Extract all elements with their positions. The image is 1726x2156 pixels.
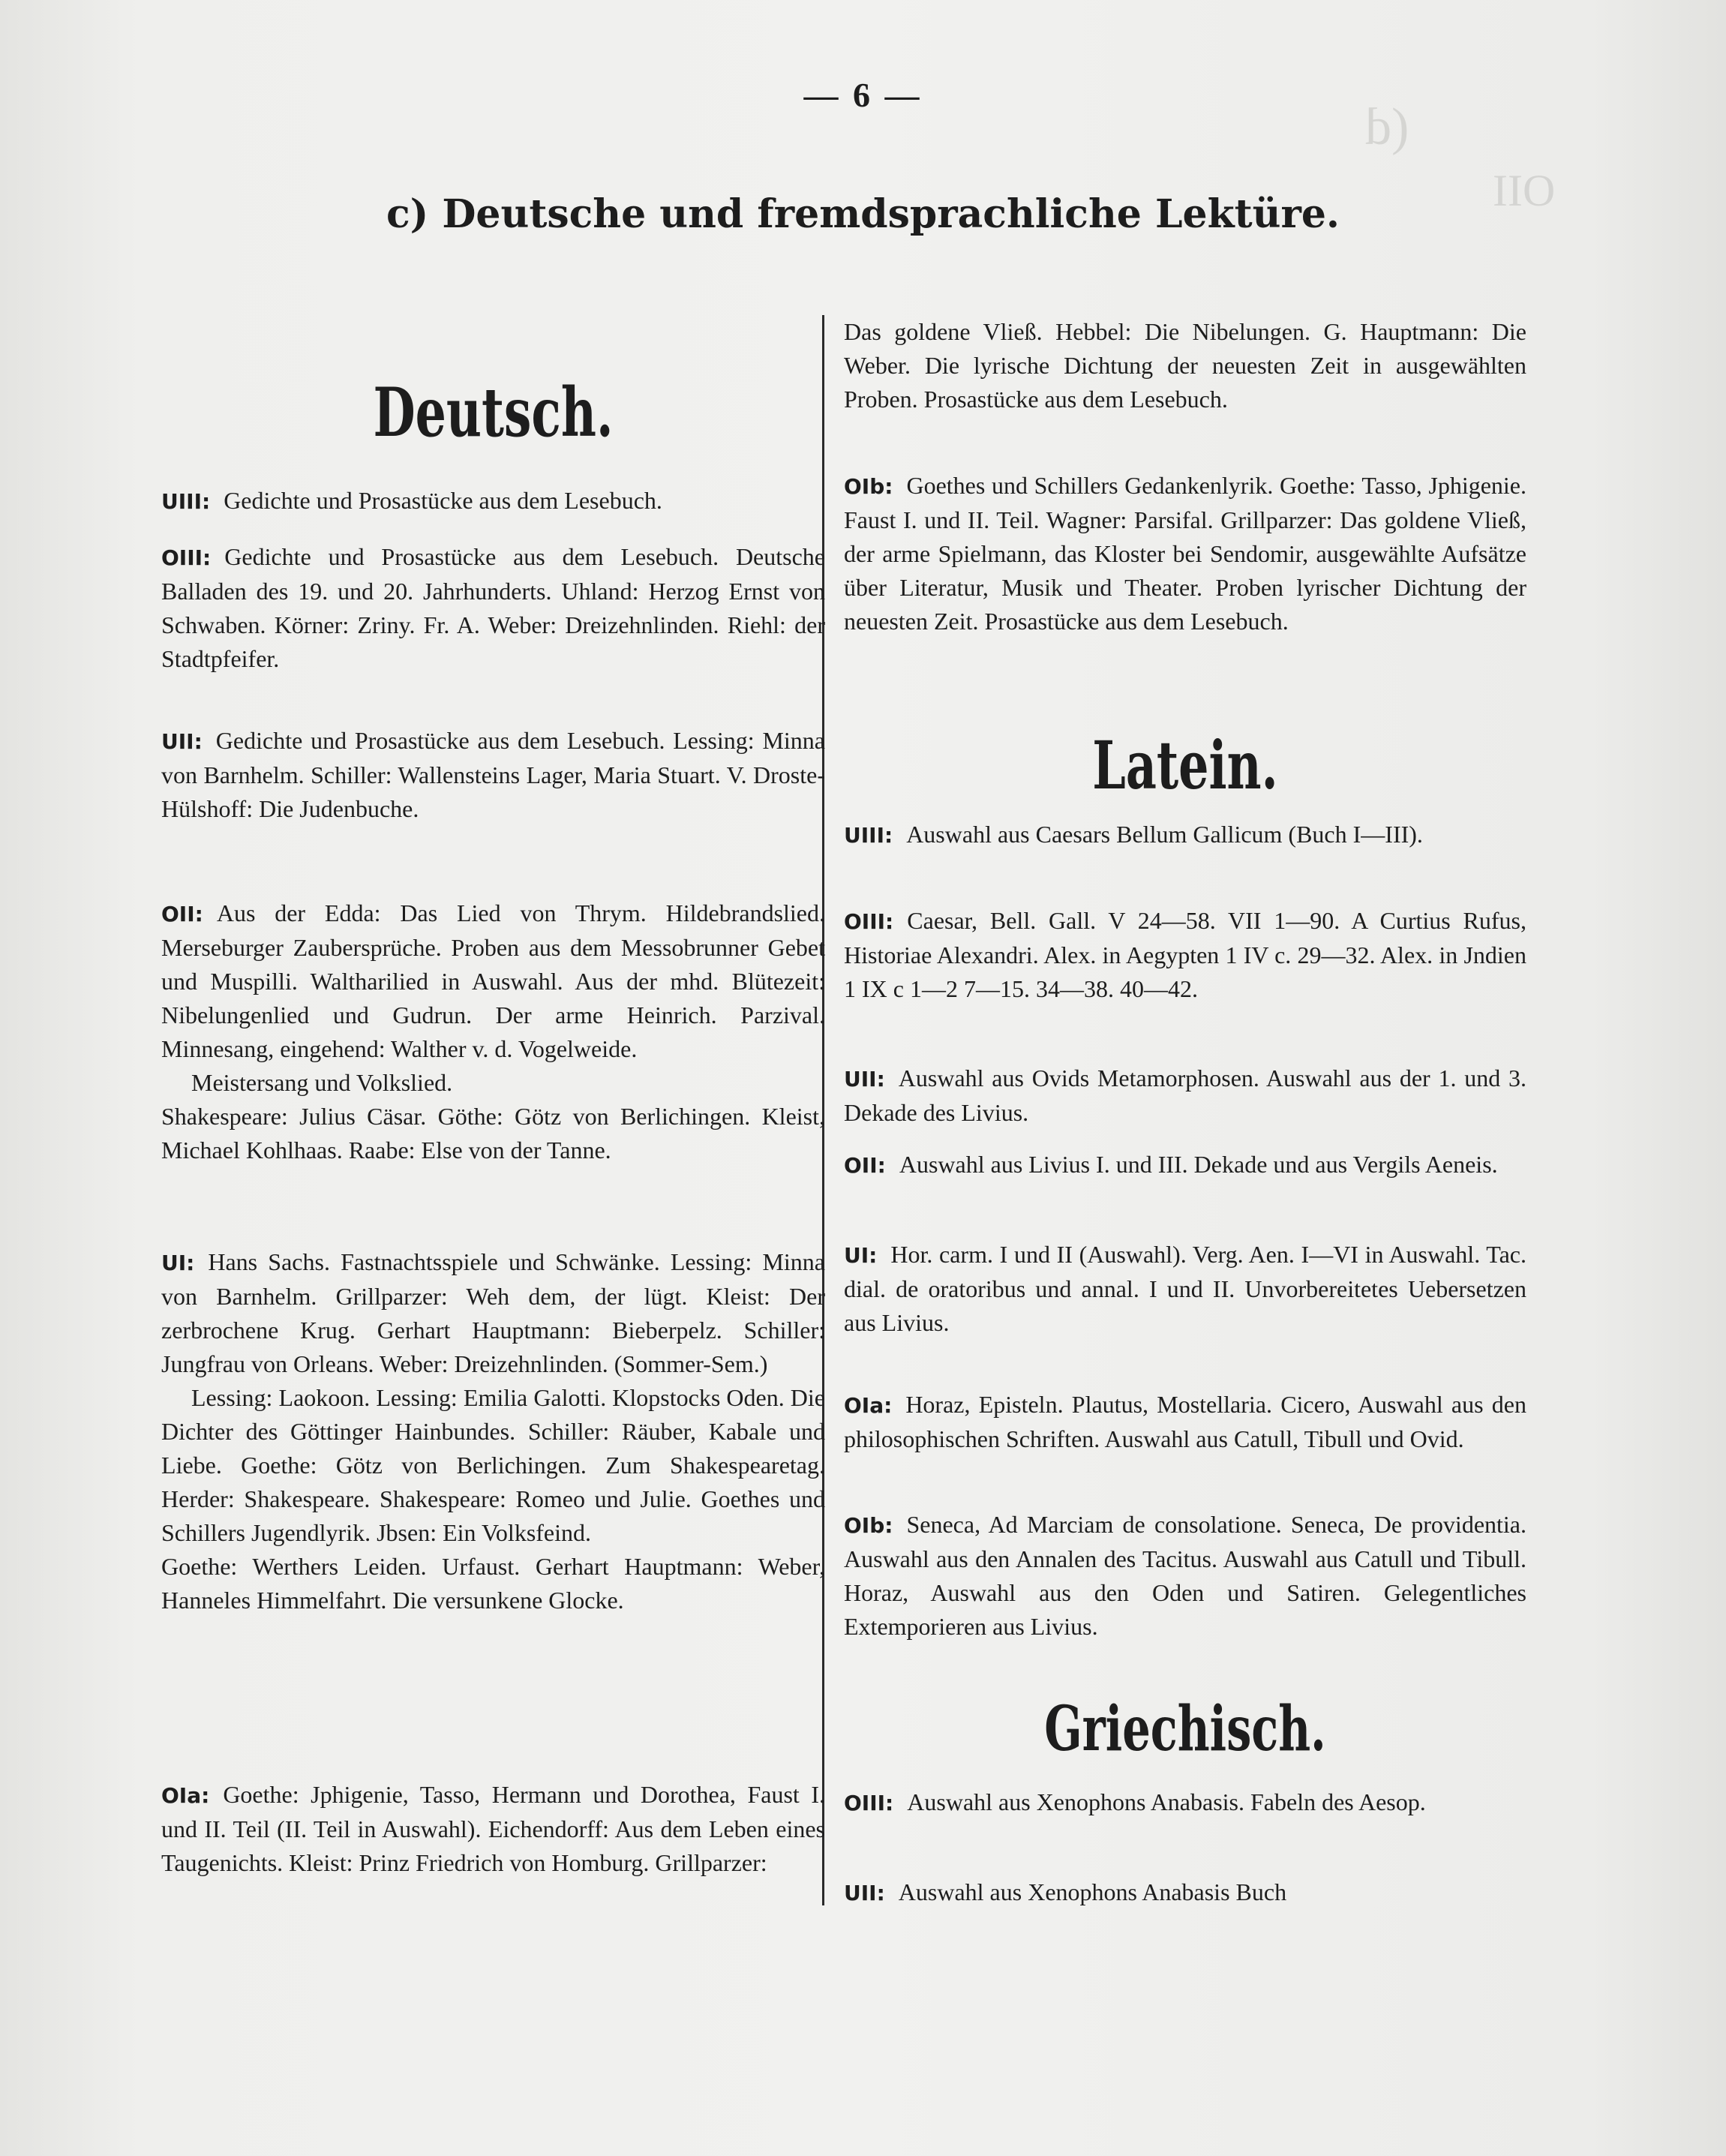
- class-label: UII:: [844, 1881, 885, 1905]
- entry-text: Hans Sachs. Fastnachtsspiele und Schwänke. Lessing: Minna von Barnhelm. Grillparzer: Weh dem, der lügt. Kleist: Der zerbrochene Krug. Gerhart Hauptmann: Bieberpelz. Schiller: Jungfrau von Orleans. Weber: Dreizehnlinden. (Sommer-Sem.): [161, 1248, 825, 1377]
- class-label: UIII:: [844, 823, 893, 848]
- deutsch-entry-oia: [161, 1778, 825, 1880]
- latein-entry-uiii: [844, 818, 1526, 852]
- class-label: OIb:: [844, 1513, 893, 1538]
- entry-text: Gedichte und Prosastücke aus dem Lesebuch. Lessing: Minna von Barnhelm. Schiller: Wallensteins Lager, Maria Stuart. V. Droste-Hülshoff: Die Judenbuche.: [161, 727, 825, 822]
- class-label: OIa:: [844, 1393, 893, 1418]
- latein-entry-ui: [844, 1238, 1526, 1340]
- deutsch-continuation: [844, 315, 1526, 416]
- deutsch-entry-uii: [161, 724, 825, 826]
- page-number: — 6 —: [803, 76, 923, 114]
- entry-text: Meistersang und Volkslied.: [191, 1069, 453, 1096]
- entry-text: Caesar, Bell. Gall. V 24—58. VII 1—90. A Curtius Rufus, Historiae Alexandri. Alex. in Aegypten 1 IV c. 29—32. Alex. in Jndien 1 IX c 1—2 7—15. 34—38. 40—42.: [844, 907, 1526, 1002]
- latein-entry-oib: [844, 1508, 1526, 1644]
- griechisch-entry-oiii: [844, 1785, 1526, 1820]
- entry-text: Hor. carm. I und II (Auswahl). Verg. Aen. I—VI in Auswahl. Tac. dial. de oratoribus und annal. I und II. Unvorbereitetes Uebersetzen aus Livius.: [844, 1241, 1526, 1336]
- entry-text: Gedichte und Prosastücke aus dem Lesebuch. Deutsche Balladen des 19. und 20. Jahrhunderts. Uhland: Herzog Ernst von Schwaben. Körner: Zriny. Fr. A. Weber: Dreizehnlinden. Riehl: der Stadtpfeifer.: [161, 543, 825, 672]
- latein-entry-oiii: [844, 904, 1526, 1006]
- class-label: UII:: [844, 1067, 885, 1092]
- entry-text: Horaz, Episteln. Plautus, Mostellaria. Cicero, Auswahl aus den philosophischen Schriften. Auswahl aus Catull, Tibull und Ovid.: [844, 1391, 1526, 1452]
- entry-text: Auswahl aus Ovids Metamorphosen. Auswahl aus der 1. und 3. Dekade des Livius.: [844, 1064, 1526, 1126]
- entry-text: Aus der Edda: Das Lied von Thrym. Hildebrandslied. Merseburger Zaubersprüche. Proben aus dem Messobrunner Gebet und Muspilli. Waltharilied in Auswahl. Aus der mhd. Blütezeit: Nibelungenlied und Gudrun. Der arme Heinrich. Parzival. Minnesang, eingehend: Walther v. d. Vogelweide.: [161, 899, 825, 1062]
- entry-text: Seneca, Ad Marciam de consolatione. Seneca, De providentia. Auswahl aus den Annalen des Tacitus. Auswahl aus Catull und Tibull. Horaz, Auswahl aus den Oden und Satiren. Gelegentliches Extemporieren aus Livius.: [844, 1511, 1526, 1640]
- deutsch-entry-oib: [844, 469, 1526, 638]
- heading-griechisch: Griechisch.: [1044, 1693, 1326, 1765]
- class-label: UI:: [844, 1243, 878, 1268]
- deutsch-entry-oii: [161, 896, 825, 1167]
- entry-text: Das goldene Vließ. Hebbel: Die Nibelungen. G. Hauptmann: Die Weber. Die lyrische Dichtung der neuesten Zeit in ausgewählten Proben. Prosastücke aus dem Lesebuch.: [844, 318, 1526, 413]
- entry-text: Gedichte und Prosastücke aus dem Lesebuch.: [224, 487, 662, 514]
- class-label: OIII:: [161, 545, 212, 570]
- entry-text: Goethe: Werthers Leiden. Urfaust. Gerhart Hauptmann: Weber, Hanneles Himmelfahrt. Die versunkene Glocke.: [161, 1553, 825, 1614]
- section-title: c) Deutsche und fremdsprachliche Lektüre.: [386, 191, 1340, 237]
- deutsch-entry-ui: [161, 1245, 825, 1617]
- class-label: OIII:: [844, 909, 894, 934]
- class-label: OIb:: [844, 474, 893, 499]
- class-label: OII:: [161, 902, 203, 926]
- entry-text: Auswahl aus Xenophons Anabasis Buch: [898, 1878, 1287, 1905]
- deutsch-entry-oiii: [161, 540, 825, 676]
- deutsch-entry-uiii: [161, 484, 825, 518]
- latein-entry-oii: [844, 1148, 1526, 1182]
- entry-text: Auswahl aus Xenophons Anabasis. Fabeln des Aesop.: [907, 1788, 1426, 1815]
- class-label: OIa:: [161, 1783, 210, 1808]
- latein-entry-oia: [844, 1388, 1526, 1456]
- entry-text: Auswahl aus Caesars Bellum Gallicum (Buch I—III).: [906, 821, 1423, 848]
- entry-text: Shakespeare: Julius Cäsar. Göthe: Götz von Berlichingen. Kleist, Michael Kohlhaas. Raabe: Else von der Tanne.: [161, 1103, 825, 1164]
- entry-text: Lessing: Laokoon. Lessing: Emilia Galotti. Klopstocks Oden. Die Dichter des Göttinger Hainbundes. Schiller: Räuber, Kabale und Liebe. Goethe: Götz von Berlichingen. Zum Shakespearetag. Herder: Shakespeare. Shakespeare: Romeo und Julie. Goethes und Schillers Jugendlyrik. Jbsen: Ein Volksfeind.: [161, 1384, 825, 1546]
- class-label: UIII:: [161, 489, 211, 514]
- class-label: UII:: [161, 729, 203, 754]
- griechisch-entry-uii: [844, 1875, 1526, 1910]
- class-label: OIII:: [844, 1791, 894, 1815]
- heading-latein: Latein.: [1092, 726, 1278, 804]
- class-label: OII:: [844, 1153, 886, 1178]
- entry-text: Goethes und Schillers Gedankenlyrik. Goethe: Tasso, Jphigenie. Faust I. und II. Teil. Wagner: Parsifal. Grillparzer: Das goldene Vließ, der arme Spielmann, das Kloster bei Sendomir, ausgewählte Aufsätze über Literatur, Musik und Theater. Proben lyrischer Dichtung der neuesten Zeit. Prosastücke aus dem Lesebuch.: [844, 472, 1526, 635]
- heading-deutsch: Deutsch.: [373, 373, 614, 452]
- bleed-through-mark: (d: [1365, 98, 1409, 156]
- entry-text: Goethe: Jphigenie, Tasso, Hermann und Dorothea, Faust I. und II. Teil (II. Teil in Auswahl). Eichendorff: Aus dem Leben eines Taugenichts. Kleist: Prinz Friedrich von Homburg. Grillparzer:: [161, 1781, 825, 1876]
- bleed-through-mark: OII: [1493, 166, 1556, 215]
- latein-entry-uii: [844, 1061, 1526, 1130]
- entry-text: Auswahl aus Livius I. und III. Dekade und aus Vergils Aeneis.: [899, 1151, 1498, 1178]
- class-label: UI:: [161, 1251, 195, 1275]
